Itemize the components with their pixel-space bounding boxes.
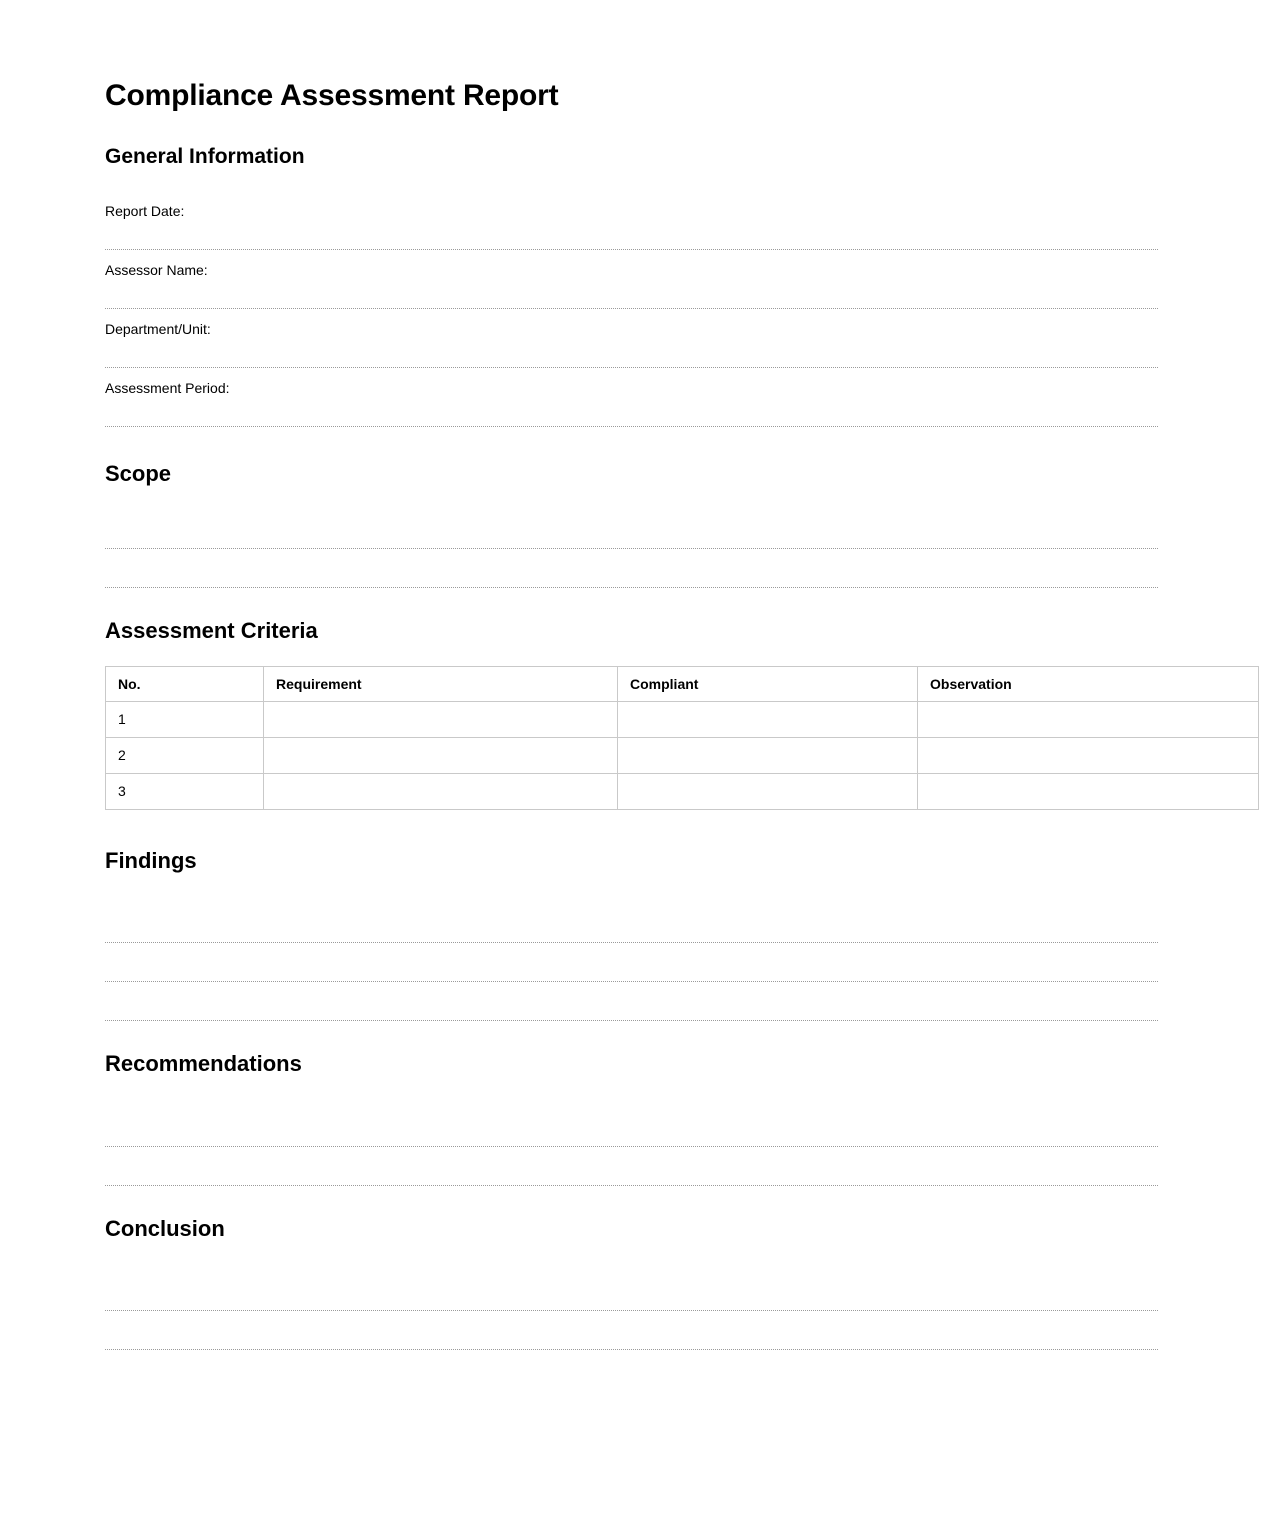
page-title: Compliance Assessment Report bbox=[105, 79, 559, 112]
cell-requirement[interactable] bbox=[264, 773, 618, 809]
cell-compliant[interactable] bbox=[618, 737, 918, 773]
section-heading-assessment-criteria: Assessment Criteria bbox=[105, 617, 318, 643]
section-heading-scope: Scope bbox=[105, 461, 172, 487]
findings-write-area[interactable] bbox=[105, 904, 1158, 1021]
spacer bbox=[105, 874, 1158, 904]
cell-observation[interactable] bbox=[918, 701, 1259, 737]
field-row-assessment-period[interactable] bbox=[105, 368, 1158, 427]
spacer bbox=[105, 1021, 1158, 1051]
cell-no: 2 bbox=[106, 737, 264, 773]
field-label-department-unit: Department/Unit: bbox=[105, 321, 211, 338]
table-row bbox=[106, 701, 1259, 737]
assessment-criteria-table bbox=[105, 666, 1259, 810]
field-label-assessment-period: Assessment Period: bbox=[105, 380, 230, 397]
column-header-compliant: Compliant bbox=[618, 666, 918, 701]
recommendations-write-area[interactable] bbox=[105, 1108, 1158, 1186]
cell-observation[interactable] bbox=[918, 737, 1259, 773]
general-information-fields bbox=[105, 191, 1158, 427]
section-heading-general-information: General Information bbox=[105, 145, 305, 168]
cell-requirement[interactable] bbox=[264, 737, 618, 773]
table-row bbox=[106, 737, 1259, 773]
section-heading-recommendations: Recommendations bbox=[105, 1051, 302, 1077]
field-row-report-date[interactable] bbox=[105, 191, 1158, 250]
spacer bbox=[105, 488, 1158, 510]
cell-requirement[interactable] bbox=[264, 701, 618, 737]
spacer bbox=[105, 588, 1158, 618]
section-heading-conclusion: Conclusion bbox=[105, 1215, 225, 1241]
conclusion-write-area[interactable] bbox=[105, 1272, 1158, 1350]
column-header-observation: Observation bbox=[918, 666, 1259, 701]
write-line[interactable] bbox=[105, 1272, 1158, 1311]
write-line[interactable] bbox=[105, 549, 1158, 588]
write-line[interactable] bbox=[105, 1108, 1158, 1147]
write-line[interactable] bbox=[105, 982, 1158, 1021]
write-line[interactable] bbox=[105, 1147, 1158, 1186]
column-header-requirement: Requirement bbox=[264, 666, 618, 701]
spacer bbox=[105, 1078, 1158, 1108]
write-line[interactable] bbox=[105, 1311, 1158, 1350]
column-header-no: No. bbox=[106, 666, 264, 701]
table-row bbox=[106, 773, 1259, 809]
scope-write-area[interactable] bbox=[105, 510, 1158, 588]
section-heading-findings: Findings bbox=[105, 847, 197, 873]
write-line[interactable] bbox=[105, 510, 1158, 549]
table-header-row bbox=[106, 666, 1259, 701]
spacer bbox=[105, 810, 1158, 848]
cell-compliant[interactable] bbox=[618, 701, 918, 737]
spacer bbox=[105, 1242, 1158, 1272]
spacer bbox=[105, 1186, 1158, 1216]
spacer bbox=[105, 427, 1158, 461]
field-label-report-date: Report Date: bbox=[105, 203, 185, 220]
field-row-department-unit[interactable] bbox=[105, 309, 1158, 368]
field-label-assessor-name: Assessor Name: bbox=[105, 262, 208, 279]
field-row-assessor-name[interactable] bbox=[105, 250, 1158, 309]
write-line[interactable] bbox=[105, 943, 1158, 982]
cell-no: 1 bbox=[106, 701, 264, 737]
cell-observation[interactable] bbox=[918, 773, 1259, 809]
write-line[interactable] bbox=[105, 904, 1158, 943]
cell-compliant[interactable] bbox=[618, 773, 918, 809]
cell-no: 3 bbox=[106, 773, 264, 809]
